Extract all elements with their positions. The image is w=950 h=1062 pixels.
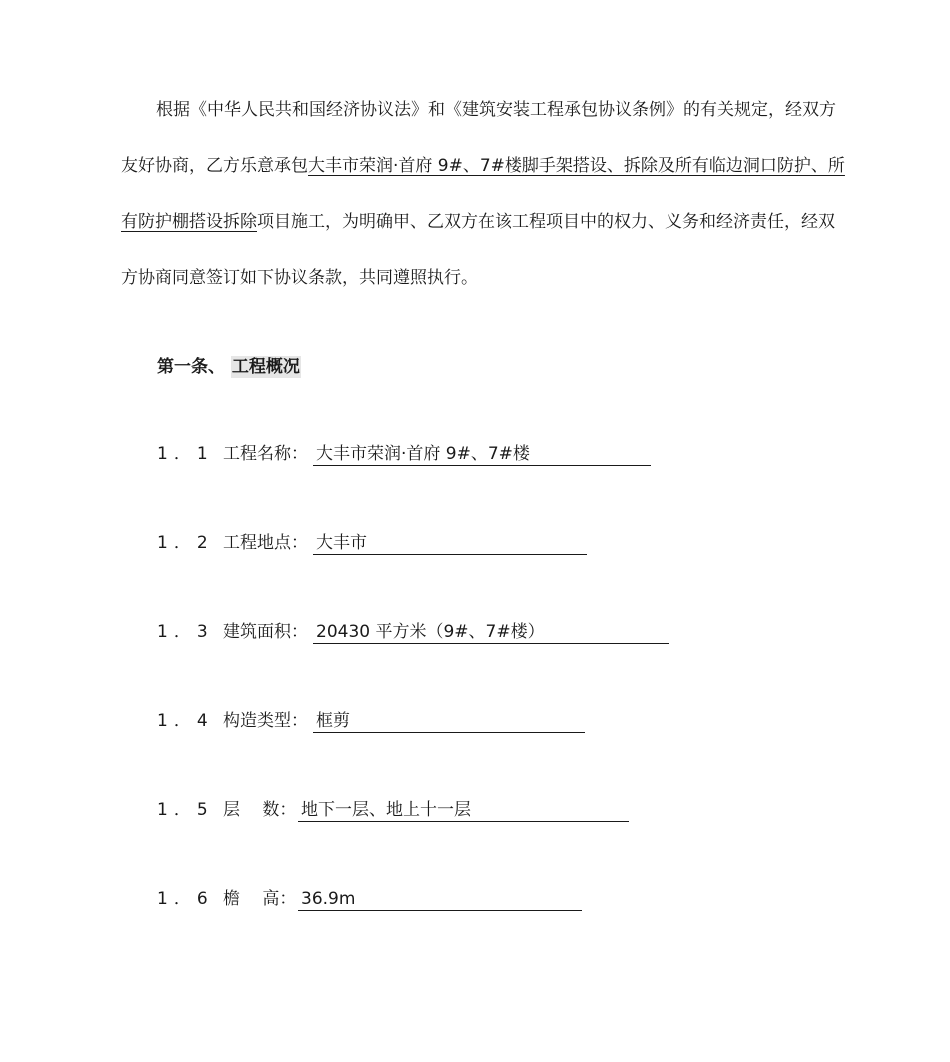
item-number: 1．5 bbox=[157, 800, 214, 820]
item-number: 1．6 bbox=[157, 889, 214, 909]
item-label: 工程地点： bbox=[223, 533, 308, 553]
section-prefix: 第一条、 bbox=[157, 357, 225, 377]
item-number: 1．2 bbox=[157, 533, 214, 553]
intro-paragraph bbox=[121, 82, 846, 306]
item-label: 工程名称： bbox=[223, 444, 308, 464]
project-scope-underlined: 大丰市荣润·首府 9#、7#楼脚手架搭设、拆除及所有临边洞口防护、所有防护棚搭设拆除 bbox=[121, 156, 845, 232]
item-label: 层 数： bbox=[223, 800, 297, 820]
item-value: 大丰市荣润·首府 9#、7#楼 bbox=[313, 441, 651, 466]
item-label: 檐 高： bbox=[223, 889, 297, 909]
item-value: 框剪 bbox=[313, 708, 585, 733]
section-heading bbox=[157, 352, 301, 377]
item-number: 1．3 bbox=[157, 622, 214, 642]
item-label: 建筑面积： bbox=[223, 622, 308, 642]
item-label: 构造类型： bbox=[223, 711, 308, 731]
item-number: 1．4 bbox=[157, 711, 214, 731]
item-value: 36.9m bbox=[298, 886, 582, 911]
item-value: 地下一层、地上十一层 bbox=[298, 797, 629, 822]
section-title: 工程概况 bbox=[231, 357, 300, 377]
item-number: 1．1 bbox=[157, 444, 214, 464]
intro-text-part2: 项目施工，为明确甲、乙双方在该工程项目中的权力、义务和经济责任，经双方协商同意签订如下协议条款，共同遵照执行。 bbox=[121, 212, 835, 288]
item-value: 大丰市 bbox=[313, 530, 587, 555]
item-value: 20430 平方米（9#、7#楼） bbox=[313, 619, 669, 644]
intro-text-part1: 根据《中华人民共和国经济协议法》和《建筑安装工程承包协议条例》的有关规定，经双方友好协商，乙方乐意承包 bbox=[121, 100, 836, 176]
